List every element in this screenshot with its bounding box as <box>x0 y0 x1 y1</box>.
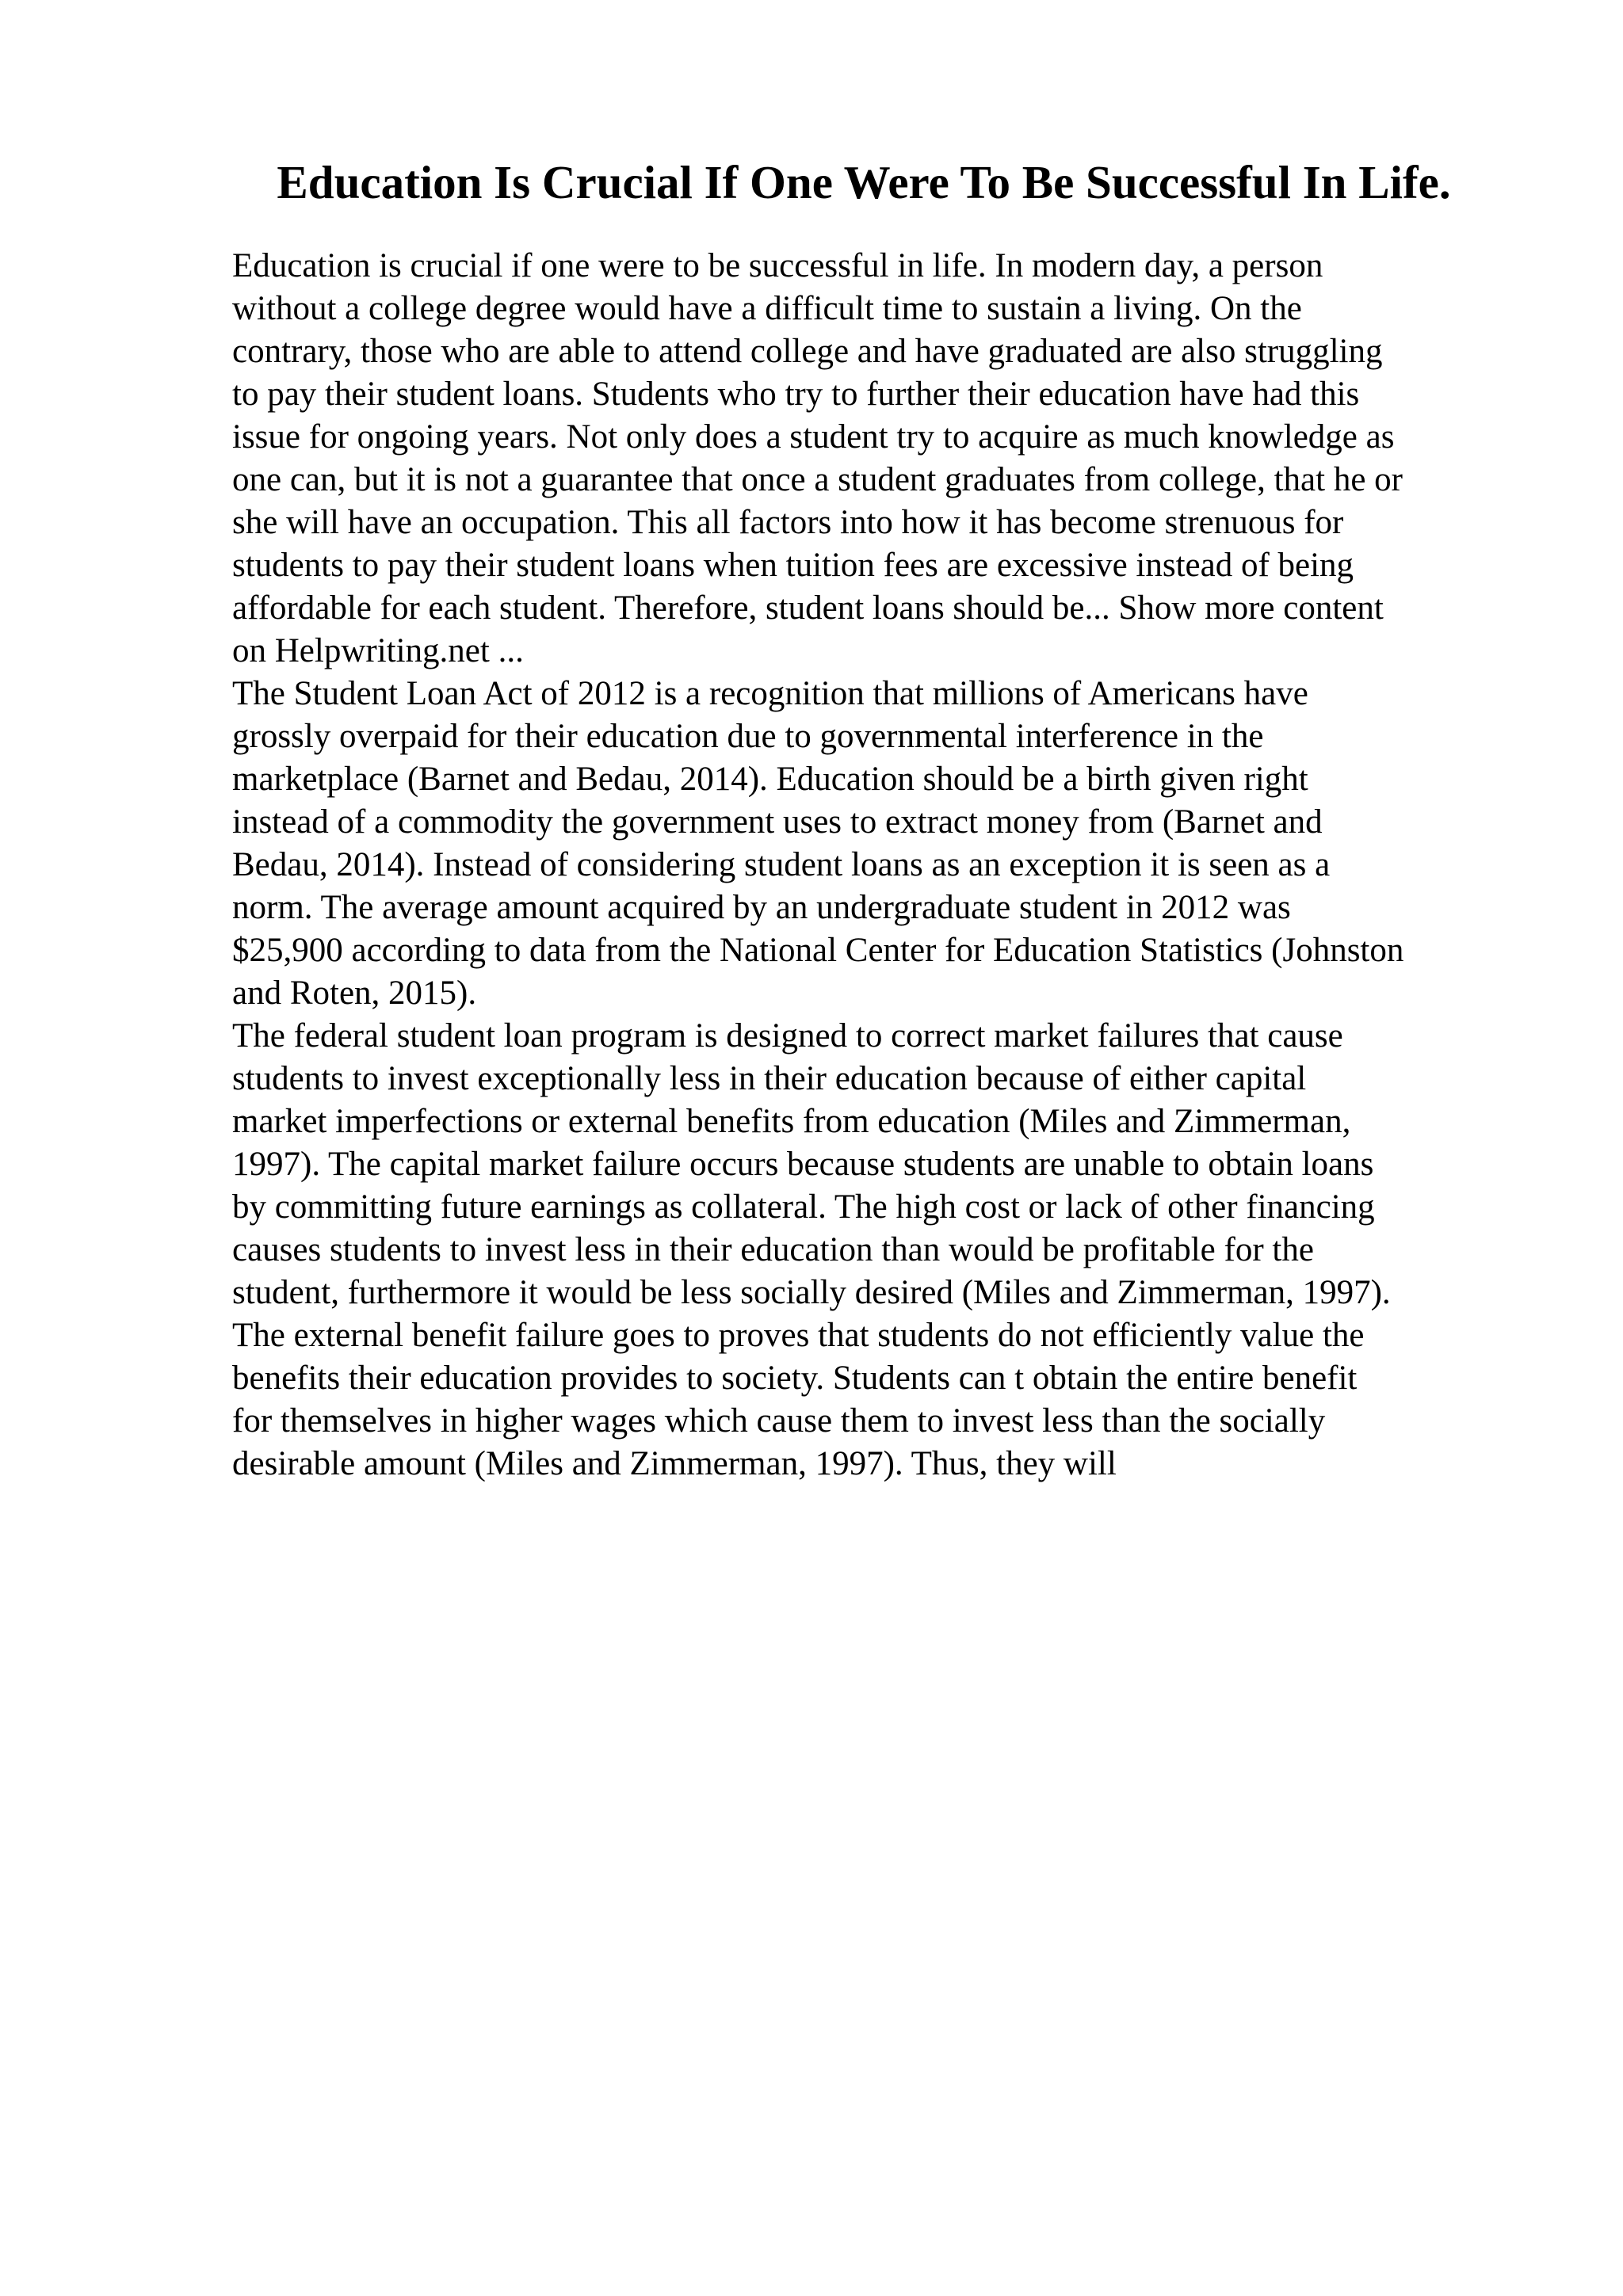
body-line: students to invest exceptionally less in their education because of either capital <box>232 1060 1307 1097</box>
document-body <box>232 245 1548 1486</box>
body-line: Education is crucial if one were to be successful in life. In modern day, a person <box>232 247 1323 284</box>
body-line: causes students to invest less in their education than would be profitable for the <box>232 1231 1314 1268</box>
body-line: and Roten, 2015). <box>232 974 477 1012</box>
body-line: contrary, those who are able to attend college and have graduated are also struggling <box>232 333 1383 370</box>
document-title: Education Is Crucial If One Were To Be Successful In Life. <box>277 156 1451 208</box>
body-line: $25,900 according to data from the National Center for Education Statistics (Johnston <box>232 932 1404 969</box>
body-line: she will have an occupation. This all factors into how it has become strenuous for <box>232 504 1344 541</box>
body-line: Bedau, 2014). Instead of considering student loans as an exception it is seen as a <box>232 846 1331 883</box>
body-line: norm. The average amount acquired by an undergraduate student in 2012 was <box>232 889 1291 926</box>
body-line: student, furthermore it would be less socially desired (Miles and Zimmerman, 1997). <box>232 1274 1391 1311</box>
body-line: marketplace (Barnet and Bedau, 2014). Education should be a birth given right <box>232 761 1308 798</box>
body-line: by committing future earnings as collateral. The high cost or lack of other financing <box>232 1188 1375 1226</box>
body-line: one can, but it is not a guarantee that once a student graduates from college, that he or <box>232 461 1403 498</box>
body-line: to pay their student loans. Students who try to further their education have had this <box>232 376 1360 413</box>
body-line: issue for ongoing years. Not only does a student try to acquire as much knowledge as <box>232 418 1395 456</box>
body-line: The Student Loan Act of 2012 is a recognition that millions of Americans have <box>232 675 1308 712</box>
body-line: on Helpwriting.net ... <box>232 632 524 669</box>
body-line: The federal student loan program is designed to correct market failures that cause <box>232 1017 1343 1055</box>
body-line: grossly overpaid for their education due to governmental interference in the <box>232 718 1264 755</box>
body-line: The external benefit failure goes to proves that students do not efficiently value the <box>232 1317 1365 1354</box>
body-line: market imperfections or external benefits from education (Miles and Zimmerman, <box>232 1103 1351 1140</box>
body-line: affordable for each student. Therefore, student loans should be... Show more content <box>232 589 1384 627</box>
body-line: for themselves in higher wages which cause them to invest less than the socially <box>232 1402 1326 1440</box>
body-line: desirable amount (Miles and Zimmerman, 1997). Thus, they will <box>232 1445 1117 1482</box>
body-line: 1997). The capital market failure occurs because students are unable to obtain loans <box>232 1146 1374 1183</box>
body-line: students to pay their student loans when tuition fees are excessive instead of being <box>232 547 1354 584</box>
body-line: benefits their education provides to society. Students can t obtain the entire benefit <box>232 1360 1358 1397</box>
body-line: without a college degree would have a difficult time to sustain a living. On the <box>232 290 1302 327</box>
body-line: instead of a commodity the government uses to extract money from (Barnet and <box>232 803 1323 841</box>
